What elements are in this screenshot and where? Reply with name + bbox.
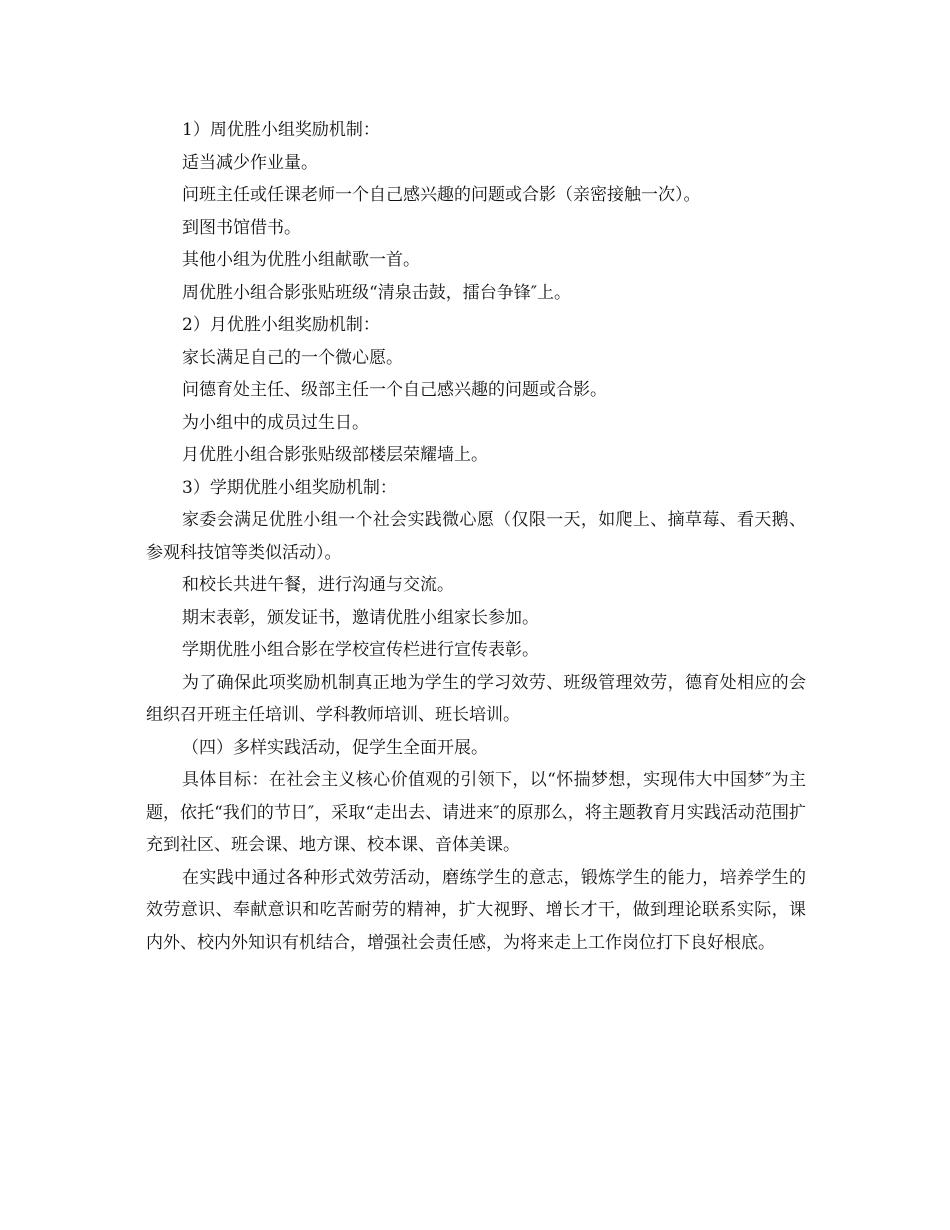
paragraph-monthly-item-1: 家长满足自己的一个微心愿。 [182,347,403,368]
paragraph-practice: 在实践中通过各种形式效劳活动，磨练学生的意志，锻炼学生的能力，培养学生的效劳意识、奉献意识和吃苦耐劳的精神，扩大视野、增长才干，做到理论联系实际，课内外、校内外知识有机结合，增强社会责任感，为将来走上工作岗位打下良好根底。 [146,867,806,953]
paragraph-semester-item-2: 和校长共进午餐，进行沟通与交流。 [182,575,454,595]
paragraph-weekly-item-1: 适当减少作业量。 [182,152,318,173]
paragraph-weekly-item-3: 到图书馆借书。 [182,217,301,238]
paragraph-training: 为了确保此项奖励机制真正地为学生的学习效劳、班级管理效劳，德育处相应的会组织召开班主任培训、学科教师培训、班长培训。 [146,672,806,725]
paragraph-monthly-heading: 2）月优胜小组奖励机制： [182,315,380,335]
paragraph-semester-heading: 3）学期优胜小组奖励机制： [182,477,397,498]
paragraph-monthly-item-2: 问德育处主任、级部主任一个自己感兴趣的问题或合影。 [182,380,607,400]
paragraph-weekly-item-5: 周优胜小组合影张贴班级“清泉击鼓，擂台争锋″上。 [182,282,572,303]
paragraph-weekly-item-4: 其他小组为优胜小组献歌一首。 [182,250,420,270]
paragraph-goal: 具体目标：在社会主义核心价值观的引领下，以“怀揣梦想，实现伟大中国梦″为主题，依托“我们的节日″，采取“走出去、请进来″的原那么，将主题教育月实践活动范围扩充到社区、班会课、地方课、校本课、音体美课。 [146,770,806,855]
paragraph-monthly-item-4: 月优胜小组合影张贴级部楼层荣耀墙上。 [182,445,488,465]
paragraph-section-4-heading: （四）多样实践活动，促学生全面开展。 [182,737,488,758]
paragraph-semester-item-4: 学期优胜小组合影在学校宣传栏进行宣传表彰。 [182,640,539,660]
paragraph-monthly-item-3: 为小组中的成员过生日。 [182,412,369,433]
paragraph-semester-item-3: 期末表彰，颁发证书，邀请优胜小组家长参加。 [182,607,539,628]
paragraph-weekly-heading: 1）周优胜小组奖励机制： [182,120,380,140]
paragraph-weekly-item-2: 问班主任或任课老师一个自己感兴趣的问题或合影（亲密接触一次）。 [182,185,701,205]
document-body [146,114,806,959]
paragraph-semester-item-1: 家委会满足优胜小组一个社会实践微心愿（仅限一天，如爬上、摘草莓、看天鹅、参观科技馆等类似活动）。 [146,510,806,563]
